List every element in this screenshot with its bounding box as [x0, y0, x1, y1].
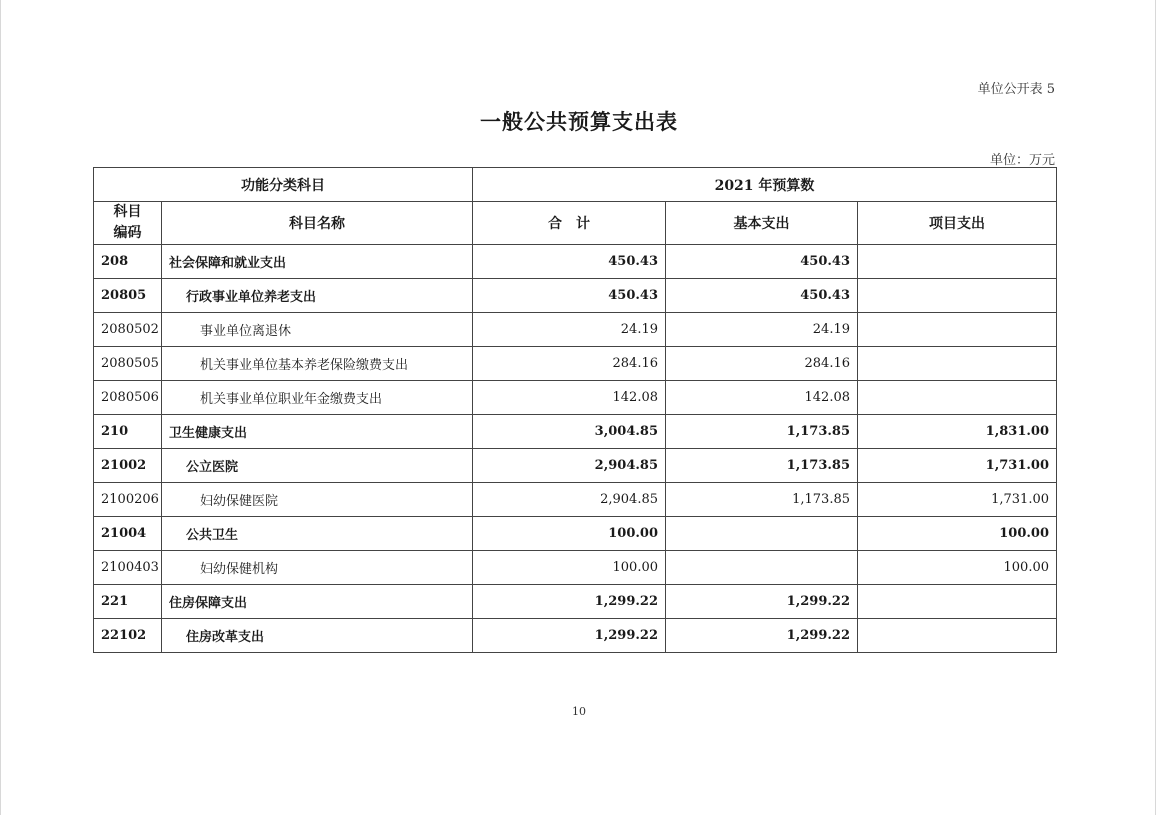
row-total: 100.00	[473, 517, 666, 551]
table-row	[94, 483, 1057, 517]
header-function-category: 功能分类科目	[94, 168, 473, 202]
header-code-line1: 科目	[113, 204, 142, 220]
row-code: 21004	[94, 517, 162, 551]
row-basic	[666, 517, 858, 551]
row-total: 284.16	[473, 347, 666, 381]
row-name: 卫生健康支出	[162, 415, 473, 449]
row-code: 21002	[94, 449, 162, 483]
row-project: 1,731.00	[858, 483, 1057, 517]
budget-table	[93, 167, 1057, 653]
row-total: 1,299.22	[473, 619, 666, 653]
row-basic: 1,173.85	[666, 415, 858, 449]
header-total: 合 计	[473, 202, 666, 245]
row-basic: 24.19	[666, 313, 858, 347]
row-basic: 1,173.85	[666, 449, 858, 483]
row-name: 机关事业单位基本养老保险缴费支出	[162, 347, 473, 381]
row-code: 22102	[94, 619, 162, 653]
header-basic: 基本支出	[666, 202, 858, 245]
page-number: 10	[572, 705, 586, 718]
row-code: 208	[94, 245, 162, 279]
unit-label: 单位：万元	[989, 153, 1055, 168]
header-budget-year: 2021 年预算数	[473, 168, 1057, 202]
row-code: 2080505	[94, 347, 162, 381]
row-basic: 450.43	[666, 245, 858, 279]
row-basic: 450.43	[666, 279, 858, 313]
row-basic: 142.08	[666, 381, 858, 415]
row-project: 1,731.00	[858, 449, 1057, 483]
row-code: 221	[94, 585, 162, 619]
row-total: 450.43	[473, 245, 666, 279]
row-basic: 284.16	[666, 347, 858, 381]
row-project: 1,831.00	[858, 415, 1057, 449]
row-name: 公共卫生	[162, 517, 473, 551]
row-name: 住房改革支出	[162, 619, 473, 653]
row-code: 210	[94, 415, 162, 449]
table-row	[94, 415, 1057, 449]
row-basic: 1,299.22	[666, 585, 858, 619]
row-project: 100.00	[858, 517, 1057, 551]
row-name: 社会保障和就业支出	[162, 245, 473, 279]
header-code-line2: 编码	[113, 225, 142, 241]
header-code	[94, 202, 162, 245]
row-code: 2080502	[94, 313, 162, 347]
row-total: 1,299.22	[473, 585, 666, 619]
row-code: 2080506	[94, 381, 162, 415]
row-name: 妇幼保健机构	[162, 551, 473, 585]
row-project	[858, 279, 1057, 313]
table-row	[94, 619, 1057, 653]
row-basic: 1,173.85	[666, 483, 858, 517]
row-name: 机关事业单位职业年金缴费支出	[162, 381, 473, 415]
row-name: 公立医院	[162, 449, 473, 483]
row-total: 2,904.85	[473, 449, 666, 483]
row-project	[858, 347, 1057, 381]
row-basic: 1,299.22	[666, 619, 858, 653]
row-code: 2100206	[94, 483, 162, 517]
row-total: 3,004.85	[473, 415, 666, 449]
row-name: 妇幼保健医院	[162, 483, 473, 517]
table-row	[94, 381, 1057, 415]
row-code: 20805	[94, 279, 162, 313]
row-project	[858, 245, 1057, 279]
row-name: 住房保障支出	[162, 585, 473, 619]
table-row	[94, 245, 1057, 279]
row-code: 2100403	[94, 551, 162, 585]
row-total: 142.08	[473, 381, 666, 415]
row-total: 100.00	[473, 551, 666, 585]
table-row	[94, 551, 1057, 585]
row-project	[858, 585, 1057, 619]
table-row	[94, 313, 1057, 347]
header-name: 科目名称	[162, 202, 473, 245]
table-row	[94, 347, 1057, 381]
header-project: 项目支出	[858, 202, 1057, 245]
row-basic	[666, 551, 858, 585]
row-project	[858, 313, 1057, 347]
row-name: 事业单位离退休	[162, 313, 473, 347]
page-title: 一般公共预算支出表	[480, 110, 678, 134]
table-row	[94, 517, 1057, 551]
row-name: 行政事业单位养老支出	[162, 279, 473, 313]
row-total: 24.19	[473, 313, 666, 347]
table-row	[94, 585, 1057, 619]
row-total: 450.43	[473, 279, 666, 313]
table-row	[94, 449, 1057, 483]
form-identifier: 单位公开表 5	[977, 82, 1055, 97]
row-project	[858, 381, 1057, 415]
row-total: 2,904.85	[473, 483, 666, 517]
table-row	[94, 279, 1057, 313]
row-project: 100.00	[858, 551, 1057, 585]
row-project	[858, 619, 1057, 653]
